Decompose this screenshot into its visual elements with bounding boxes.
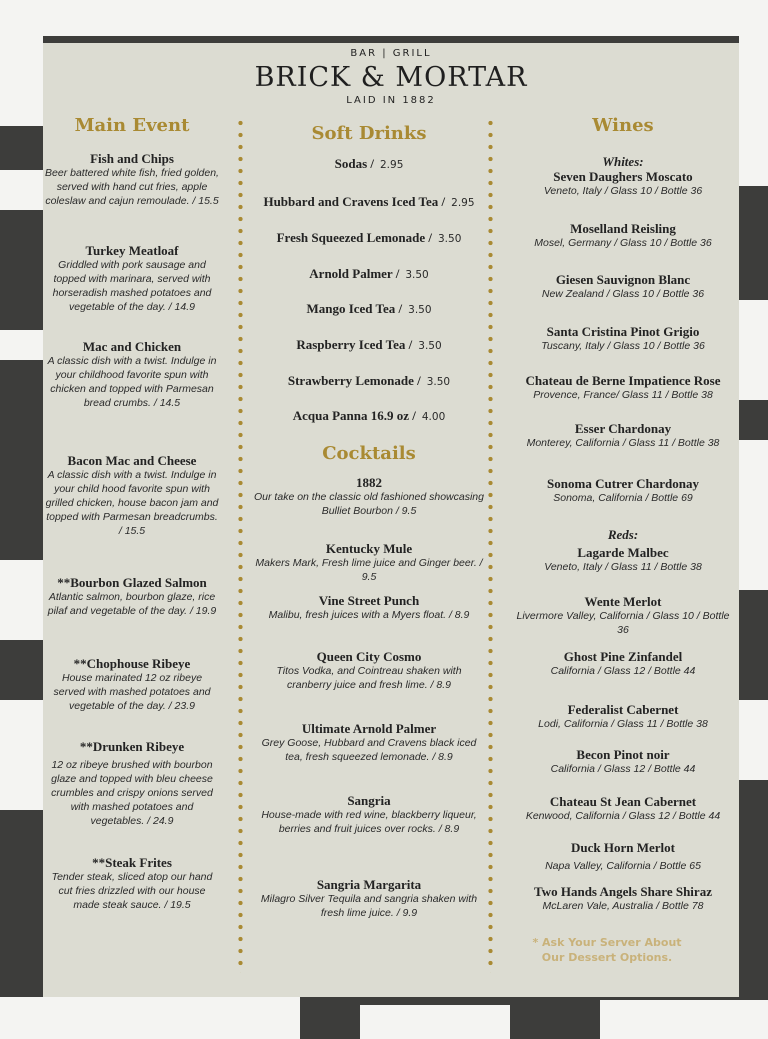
wine-item [508, 324, 738, 353]
wine-item [508, 702, 738, 731]
wine-item [508, 884, 738, 913]
menu-item [45, 739, 219, 828]
item-desc: Titos Vodka, and Cointreau shaken with cranberry juice and fresh lime. / 8.9 [276, 665, 462, 691]
drink-name: Fresh Squeezed Lemonade / [276, 230, 432, 245]
menu-item [45, 575, 219, 618]
drink-name: Mango Iced Tea / [306, 301, 403, 316]
menu-card [43, 43, 739, 997]
wine-item [508, 373, 738, 402]
wine-desc: Lodi, California / Glass 11 / Bottle 38 [538, 718, 708, 730]
item-desc: 12 oz ribeye brushed with bourbon glaze and topped with bleu cheese crumbles and crispy onions served with mashed potatoes and vegetables. / 24.9 [51, 759, 213, 827]
drink-name: Strawberry Lemonade / [287, 373, 421, 388]
soft-drinks-title: Soft Drinks [311, 123, 427, 144]
wine-item [508, 272, 738, 301]
wine-name: Seven Daughers Moscato [553, 169, 693, 184]
item-desc: Malibu, fresh juices with a Myers float. / 8.9 [268, 609, 470, 621]
wine-desc: Monterey, California / Glass 11 / Bottle 38 [526, 437, 720, 449]
item-name: Kentucky Mule [325, 541, 413, 556]
wine-desc: Mosel, Germany / Glass 10 / Bottle 36 [534, 237, 712, 249]
cocktail-item [253, 649, 485, 692]
drink-price: 3.50 [405, 269, 429, 281]
soft-drink-item [253, 153, 485, 172]
soft-drink-item [253, 191, 485, 210]
dessert-note: * Ask Your Server About Our Dessert Options. [532, 936, 682, 964]
cocktail-item [253, 721, 485, 764]
drink-price: 3.50 [438, 233, 462, 245]
item-desc: House marinated 12 oz ribeye served with mashed potatoes and vegetable of the day. / 23.9 [53, 672, 211, 712]
item-name: **Chophouse Ribeye [73, 656, 191, 671]
brand-name: BRICK & MORTAR [254, 62, 528, 93]
item-desc: Atlantic salmon, bourbon glaze, rice pilaf and vegetable of the day. / 19.9 [47, 591, 217, 617]
drink-name: Arnold Palmer / [309, 266, 400, 281]
wine-desc: Kenwood, California / Glass 12 / Bottle 44 [525, 810, 721, 822]
item-desc: Milagro Silver Tequila and sangria shaken with fresh lime juice. / 9.9 [260, 893, 478, 919]
drink-price: 3.50 [418, 340, 442, 352]
reds-subheading [508, 524, 738, 543]
soft-drink-item [253, 298, 485, 317]
item-name: Sangria [347, 793, 391, 808]
wines-title: Wines [592, 115, 654, 136]
wine-name: Chateau St Jean Cabernet [549, 794, 697, 809]
wine-item [508, 794, 738, 823]
wine-name: Federalist Cabernet [567, 702, 679, 717]
tagline: BAR | GRILL [350, 48, 432, 59]
wine-desc: New Zealand / Glass 10 / Bottle 36 [541, 288, 705, 300]
wine-item [508, 545, 738, 574]
wine-desc: Provence, France/ Glass 11 / Bottle 38 [533, 389, 713, 401]
item-name: Queen City Cosmo [316, 649, 422, 664]
wine-item [508, 594, 738, 637]
cocktail-item [253, 877, 485, 920]
wine-name: Chateau de Berne Impatience Rose [525, 373, 721, 388]
dotted-divider-right [488, 117, 493, 973]
wine-name: Giesen Sauvignon Blanc [555, 272, 691, 287]
item-desc: Grey Goose, Hubbard and Cravens black iced tea, fresh squeezed lemonade. / 8.9 [261, 737, 477, 763]
drink-price: 3.50 [408, 304, 432, 316]
soft-drink-item [253, 405, 485, 424]
cocktail-item [253, 793, 485, 836]
menu-item [45, 855, 219, 912]
item-desc: Beer battered white fish, fried golden, served with hand cut fries, apple coleslaw and cajun remoulade. / 15.5 [45, 167, 219, 207]
drink-name: Sodas / [334, 156, 374, 171]
menu-item [45, 243, 219, 314]
item-name: **Bourbon Glazed Salmon [57, 575, 207, 590]
wine-name: Duck Horn Merlot [571, 840, 675, 855]
soft-drink-item [253, 334, 485, 353]
wine-name: Esser Chardonay [574, 421, 672, 436]
whites-label: Whites: [602, 154, 644, 169]
wine-desc: McLaren Vale, Australia / Bottle 78 [542, 900, 704, 912]
wine-desc: Sonoma, California / Bottle 69 [553, 492, 693, 504]
wine-name: Santa Cristina Pinot Grigio [546, 324, 700, 339]
drink-price: 4.00 [421, 411, 446, 423]
main-event-title: Main Event [74, 115, 190, 136]
wine-name: Wente Merlot [584, 594, 662, 609]
soft-drink-item [253, 263, 485, 282]
item-name: Fish and Chips [90, 151, 174, 166]
item-name: Sangria Margarita [316, 877, 422, 892]
cocktail-item [253, 475, 485, 518]
established-line: LAID IN 1882 [346, 95, 436, 106]
wine-desc: Napa Valley, California / Bottle 65 [545, 860, 701, 872]
item-desc: House-made with red wine, blackberry liqueur, berries and fruit juices over rocks. / 8.9 [261, 809, 477, 835]
item-desc: A classic dish with a twist. Indulge in your childhood favorite spun with chicken and topped with Parmesan bread crumbs. / 14.5 [47, 355, 217, 409]
wine-desc: Veneto, Italy / Glass 10 / Bottle 36 [543, 185, 703, 197]
soft-drink-item [253, 227, 485, 246]
wine-item [508, 169, 738, 198]
wine-item [508, 840, 738, 873]
item-desc: A classic dish with a twist. Indulge in your child hood favorite spun with grilled chicken, house bacon jam and topped with Parmesan breadcrumbs. / 15.5 [45, 469, 219, 537]
menu-item [45, 151, 219, 208]
drink-name: Raspberry Iced Tea / [296, 337, 413, 352]
cocktails-title: Cocktails [322, 443, 416, 464]
cocktail-item [253, 593, 485, 622]
item-name: Vine Street Punch [318, 593, 420, 608]
wine-desc: California / Glass 12 / Bottle 44 [550, 763, 696, 775]
wine-name: Lagarde Malbec [577, 545, 669, 560]
item-name: Ultimate Arnold Palmer [301, 721, 437, 736]
cocktail-item [253, 541, 485, 584]
wine-name: Sonoma Cutrer Chardonay [547, 476, 699, 491]
wine-name: Ghost Pine Zinfandel [563, 649, 683, 664]
drink-name: Hubbard and Cravens Iced Tea / [263, 194, 446, 209]
wine-item [508, 221, 738, 250]
item-desc: Makers Mark, Fresh lime juice and Ginger beer. / 9.5 [255, 557, 483, 583]
dotted-divider-left [238, 117, 243, 973]
soft-drink-item [253, 370, 485, 389]
whites-subheading [508, 151, 738, 170]
drink-price: 3.50 [426, 376, 451, 388]
item-desc: Our take on the classic old fashioned showcasing Bulliet Bourbon / 9.5 [254, 491, 484, 517]
menu-header [43, 43, 739, 106]
menu-item [45, 656, 219, 713]
drink-price: 2.95 [380, 159, 404, 171]
item-name: **Steak Frites [92, 855, 172, 870]
menu-item [45, 453, 219, 538]
wine-desc: California / Glass 12 / Bottle 44 [550, 665, 696, 677]
wine-item [508, 747, 738, 776]
item-name: Turkey Meatloaf [85, 243, 179, 258]
wine-desc: Veneto, Italy / Glass 11 / Bottle 38 [544, 561, 702, 573]
wine-desc: Tuscany, Italy / Glass 10 / Bottle 36 [541, 340, 705, 352]
item-desc: Tender steak, sliced atop our hand cut fries drizzled with our house made steak sauce. / 19.5 [51, 871, 213, 911]
wine-item [508, 476, 738, 505]
drink-price: 2.95 [451, 197, 475, 209]
drink-name: Acqua Panna 16.9 oz / [292, 408, 416, 423]
wine-name: Becon Pinot noir [576, 747, 670, 762]
item-desc: Griddled with pork sausage and topped with marinara, served with horseradish mashed potatoes and vegetable of the day. / 14.9 [52, 259, 212, 313]
reds-label: Reds: [607, 527, 639, 542]
wine-name: Moselland Reisling [570, 221, 676, 236]
wine-item [508, 421, 738, 450]
item-name: Mac and Chicken [82, 339, 182, 354]
item-name: **Drunken Ribeye [79, 739, 185, 754]
wine-desc: Livermore Valley, California / Glass 10 / Bottle 36 [516, 610, 730, 636]
item-name: Bacon Mac and Cheese [67, 453, 197, 468]
wine-name: Two Hands Angels Share Shiraz [534, 884, 712, 899]
wine-item [508, 649, 738, 678]
menu-item [45, 339, 219, 410]
item-name: 1882 [356, 475, 382, 490]
